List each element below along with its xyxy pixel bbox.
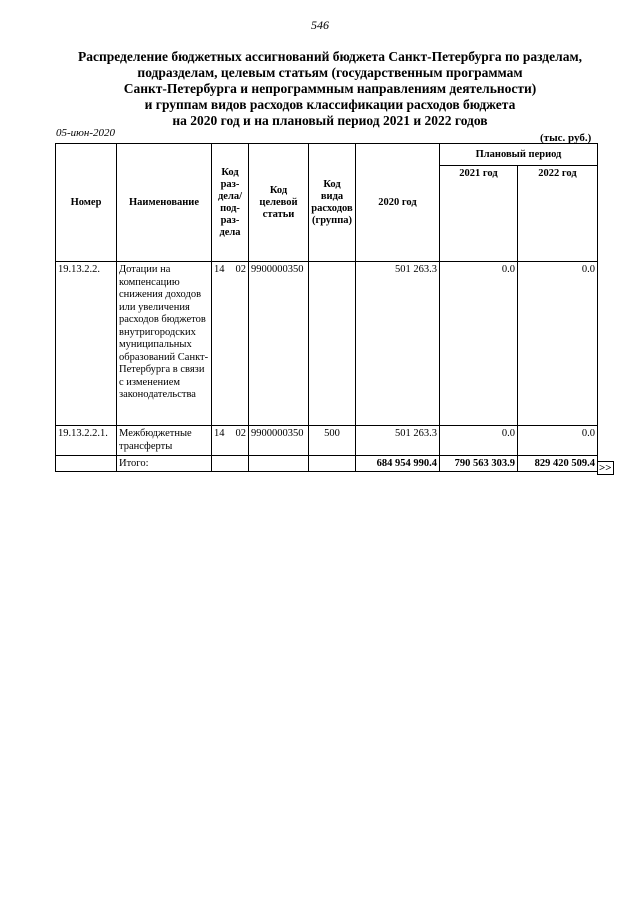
total-row (56, 456, 598, 472)
header-section-code: Код раз-дела/ под-раз-дела (212, 144, 249, 262)
continue-arrow-icon: >> (599, 462, 612, 474)
title-line: подразделам, целевым статьям (государственным программам (137, 65, 523, 80)
total-2021: 790 563 303.9 (440, 456, 518, 472)
row-number: 19.13.2.2. (56, 262, 117, 426)
title-line: на 2020 год и на плановый период 2021 и 2022 годов (172, 113, 488, 128)
page-number: 546 (311, 18, 329, 32)
title-line: Распределение бюджетных ассигнований бюджета Санкт-Петербурга по разделам, (77, 49, 583, 64)
header-expense-type-code: Код вида расходов (группа) (309, 144, 356, 262)
row-target-code: 9900000350 (249, 262, 309, 426)
row-expense-type (309, 262, 356, 426)
row-2021: 0.0 (440, 426, 518, 456)
row-section-code: 14 02 (212, 262, 249, 426)
header-number: Номер (56, 144, 117, 262)
row-2020: 501 263.3 (356, 426, 440, 456)
total-2020: 684 954 990.4 (356, 456, 440, 472)
row-section-code: 14 02 (212, 426, 249, 456)
row-2021: 0.0 (440, 262, 518, 426)
row-2020: 501 263.3 (356, 262, 440, 426)
header-name: Наименование (117, 144, 212, 262)
row-number: 19.13.2.2.1. (56, 426, 117, 456)
row-name: Межбюджетные трансферты (117, 426, 212, 456)
total-2022: 829 420 509.4 (518, 456, 598, 472)
total-label: Итого: (117, 456, 212, 472)
budget-table (55, 143, 598, 472)
header-2021: 2021 год (440, 166, 518, 262)
row-name: Дотации на компенсацию снижения доходов или увеличения расходов бюджетов внутригородских муниципальных образований Санкт-Петербурга в связи с изменением законодательства (117, 262, 212, 426)
row-target-code: 9900000350 (249, 426, 309, 456)
title-line: и группам видов расходов классификации расходов бюджета (144, 97, 516, 112)
table-row (56, 262, 598, 426)
header-target-code: Код целевой статьи (249, 144, 309, 262)
row-2022: 0.0 (518, 426, 598, 456)
table-row (56, 426, 598, 456)
document-title (40, 49, 620, 129)
title-line: Санкт-Петербурга и непрограммным направлениям деятельности) (123, 81, 537, 96)
units-label: (тыс. руб.) (540, 132, 592, 144)
header-2022: 2022 год (518, 166, 598, 262)
header-planned-period: Плановый период (440, 144, 598, 166)
header-2020: 2020 год (356, 144, 440, 262)
document-date: 05-июн-2020 (56, 127, 116, 139)
row-2022: 0.0 (518, 262, 598, 426)
row-expense-type: 500 (309, 426, 356, 456)
